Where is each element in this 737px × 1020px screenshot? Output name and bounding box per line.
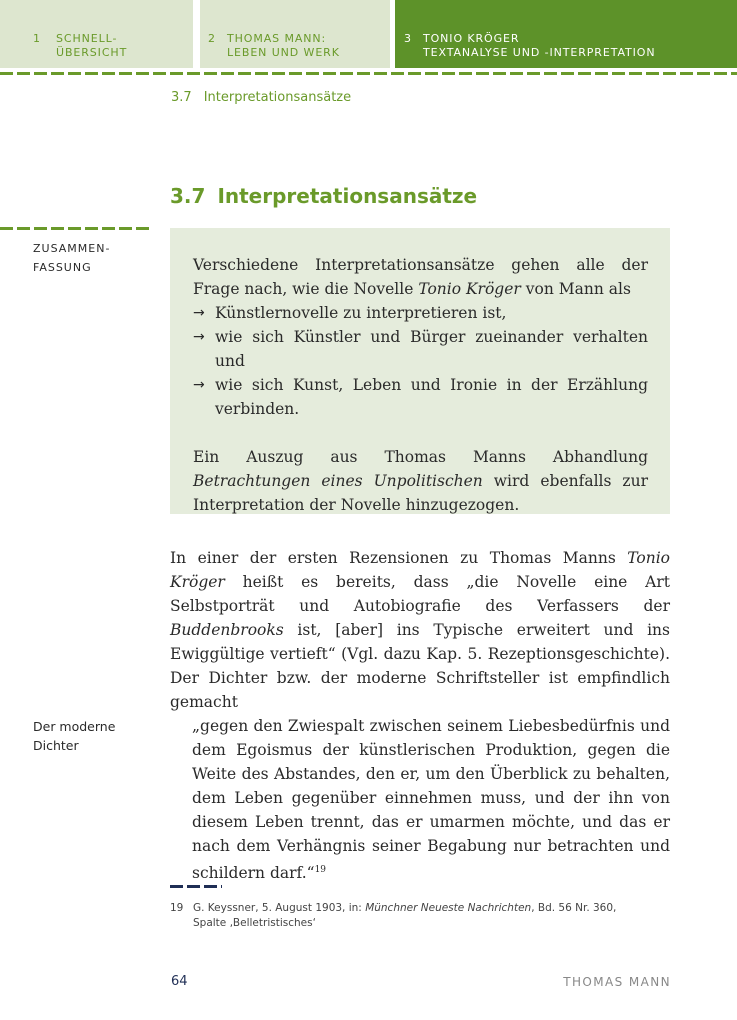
arrow-right-icon: → [193, 377, 205, 393]
tab-label: SCHNELL- ÜBERSICHT [56, 32, 128, 59]
arrow-right-icon: → [193, 305, 205, 321]
footnote [170, 901, 616, 931]
tab-number: 3 [404, 32, 412, 45]
section-heading: 3.7 Interpretationsansätze [170, 184, 478, 208]
running-head: 3.7 Interpretationsansätze [171, 90, 352, 105]
margin-note-der-moderne-dichter: Der moderne Dichter [33, 719, 116, 753]
tab-number: 1 [33, 32, 41, 45]
summary-list [193, 301, 648, 421]
tab-leben-und-werk[interactable] [200, 0, 390, 68]
tab-label: TONIO KRÖGER TEXTANALYSE UND -INTERPRETATION [423, 32, 656, 59]
footnote-text-line2: Spalte ‚Belletristisches‘ [193, 917, 316, 929]
footer-author: THOMAS MANN [563, 975, 671, 989]
list-item: → wie sich Kunst, Leben und Ironie in der Erzählung verbinden. [193, 373, 648, 421]
footnote-text: G. Keyssner, 5. August 1903, in: Münchner Neueste Nachrichten, Bd. 56 Nr. 360, [193, 902, 617, 914]
summary-intro: Verschiedene Interpretationsansätze gehen alle der Frage nach, wie die Novelle Tonio Kröger von Mann als [193, 256, 648, 298]
header-dash-divider [0, 72, 737, 75]
tab-textanalyse-active[interactable] [395, 0, 737, 68]
page-number: 64 [171, 974, 188, 989]
list-item: → wie sich Künstler und Bürger zueinander verhalten und [193, 325, 648, 373]
tab-schnelluebersicht[interactable] [0, 0, 193, 68]
summary-paragraph-2: Ein Auszug aus Thomas Manns Abhandlung Betrachtungen eines Unpolitischen wird ebenfalls zur Interpretation der Novelle hinzugezogen. [193, 448, 648, 514]
footnote-reference[interactable]: 19 [314, 865, 327, 875]
arrow-right-icon: → [193, 329, 205, 345]
tab-number: 2 [208, 32, 216, 45]
footnote-divider [170, 885, 222, 888]
list-item: → Künstlernovelle zu interpretieren ist, [193, 301, 648, 325]
tab-label: THOMAS MANN: LEBEN UND WERK [227, 32, 340, 59]
footnote-number: 19 [170, 902, 184, 914]
body-paragraph: In einer der ersten Rezensionen zu Thomas Manns Tonio Kröger heißt es bereits, dass „die Novelle eine Art Selbstporträt und Autobiografie des Verfassers der Buddenbrooks ist, [aber] ins Typische erweitert und ins Ewiggültige vertieft“ (Vgl. dazu Kap. 5. Rezeptionsgeschichte). Der Dichter bzw. der moderne Schriftsteller ist empfindlich gemacht [170, 549, 670, 711]
summary-box [170, 228, 670, 514]
margin-dash-divider [0, 227, 150, 230]
margin-label-zusammenfassung: ZUSAMMEN- FASSUNG [33, 242, 111, 274]
block-quote: „gegen den Zwiespalt zwischen seinem Liebesbedürfnis und dem Egoismus der künstlerischen Produktion, gegen die Weite des Abstandes, den er, um den Überblick zu behalten, dem Leben gegenüber einnehmen muss, und der ihn von diesem Leben trennt, das er umarmen möchte, und das er nach dem Verhängnis seiner Begabung nur betrachten und schildern darf.“$^{19}$ [192, 717, 670, 882]
